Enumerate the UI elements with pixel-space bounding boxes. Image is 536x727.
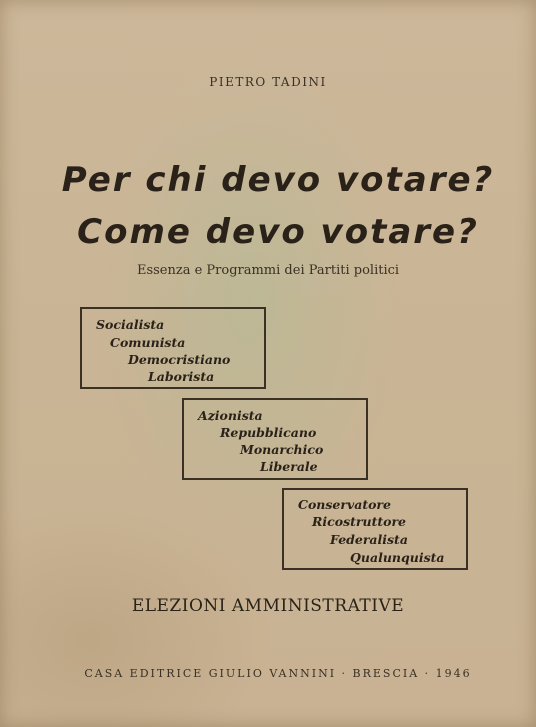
party-ricostruttore: Ricostruttore — [312, 514, 406, 529]
title-line-2: Come devo votare? — [77, 212, 479, 252]
party-qualunquista: Qualunquista — [350, 550, 445, 565]
party-repubblicano: Repubblicano — [220, 425, 317, 440]
party-azionista: Azionista — [198, 408, 263, 423]
party-box-3 — [282, 488, 468, 570]
party-box-1 — [80, 307, 266, 389]
party-democristiano: Democristiano — [128, 352, 231, 367]
title-line-1: Per chi devo votare? — [61, 160, 495, 200]
party-conservatore: Conservatore — [298, 497, 391, 512]
party-comunista: Comunista — [110, 335, 186, 350]
party-federalista: Federalista — [330, 532, 408, 547]
party-box-2 — [182, 398, 368, 480]
subtitle: Essenza e Programmi dei Partiti politici — [136, 263, 400, 278]
party-socialista: Socialista — [96, 317, 165, 332]
author-name: PIETRO TADINI — [209, 75, 327, 89]
party-laborista: Laborista — [148, 369, 215, 384]
party-monarchico: Monarchico — [240, 442, 324, 457]
party-liberale: Liberale — [260, 459, 318, 474]
election-heading: ELEZIONI AMMINISTRATIVE — [131, 596, 405, 616]
publisher-line: CASA EDITRICE GIULIO VANNINI · BRESCIA · 1946 — [84, 667, 472, 680]
